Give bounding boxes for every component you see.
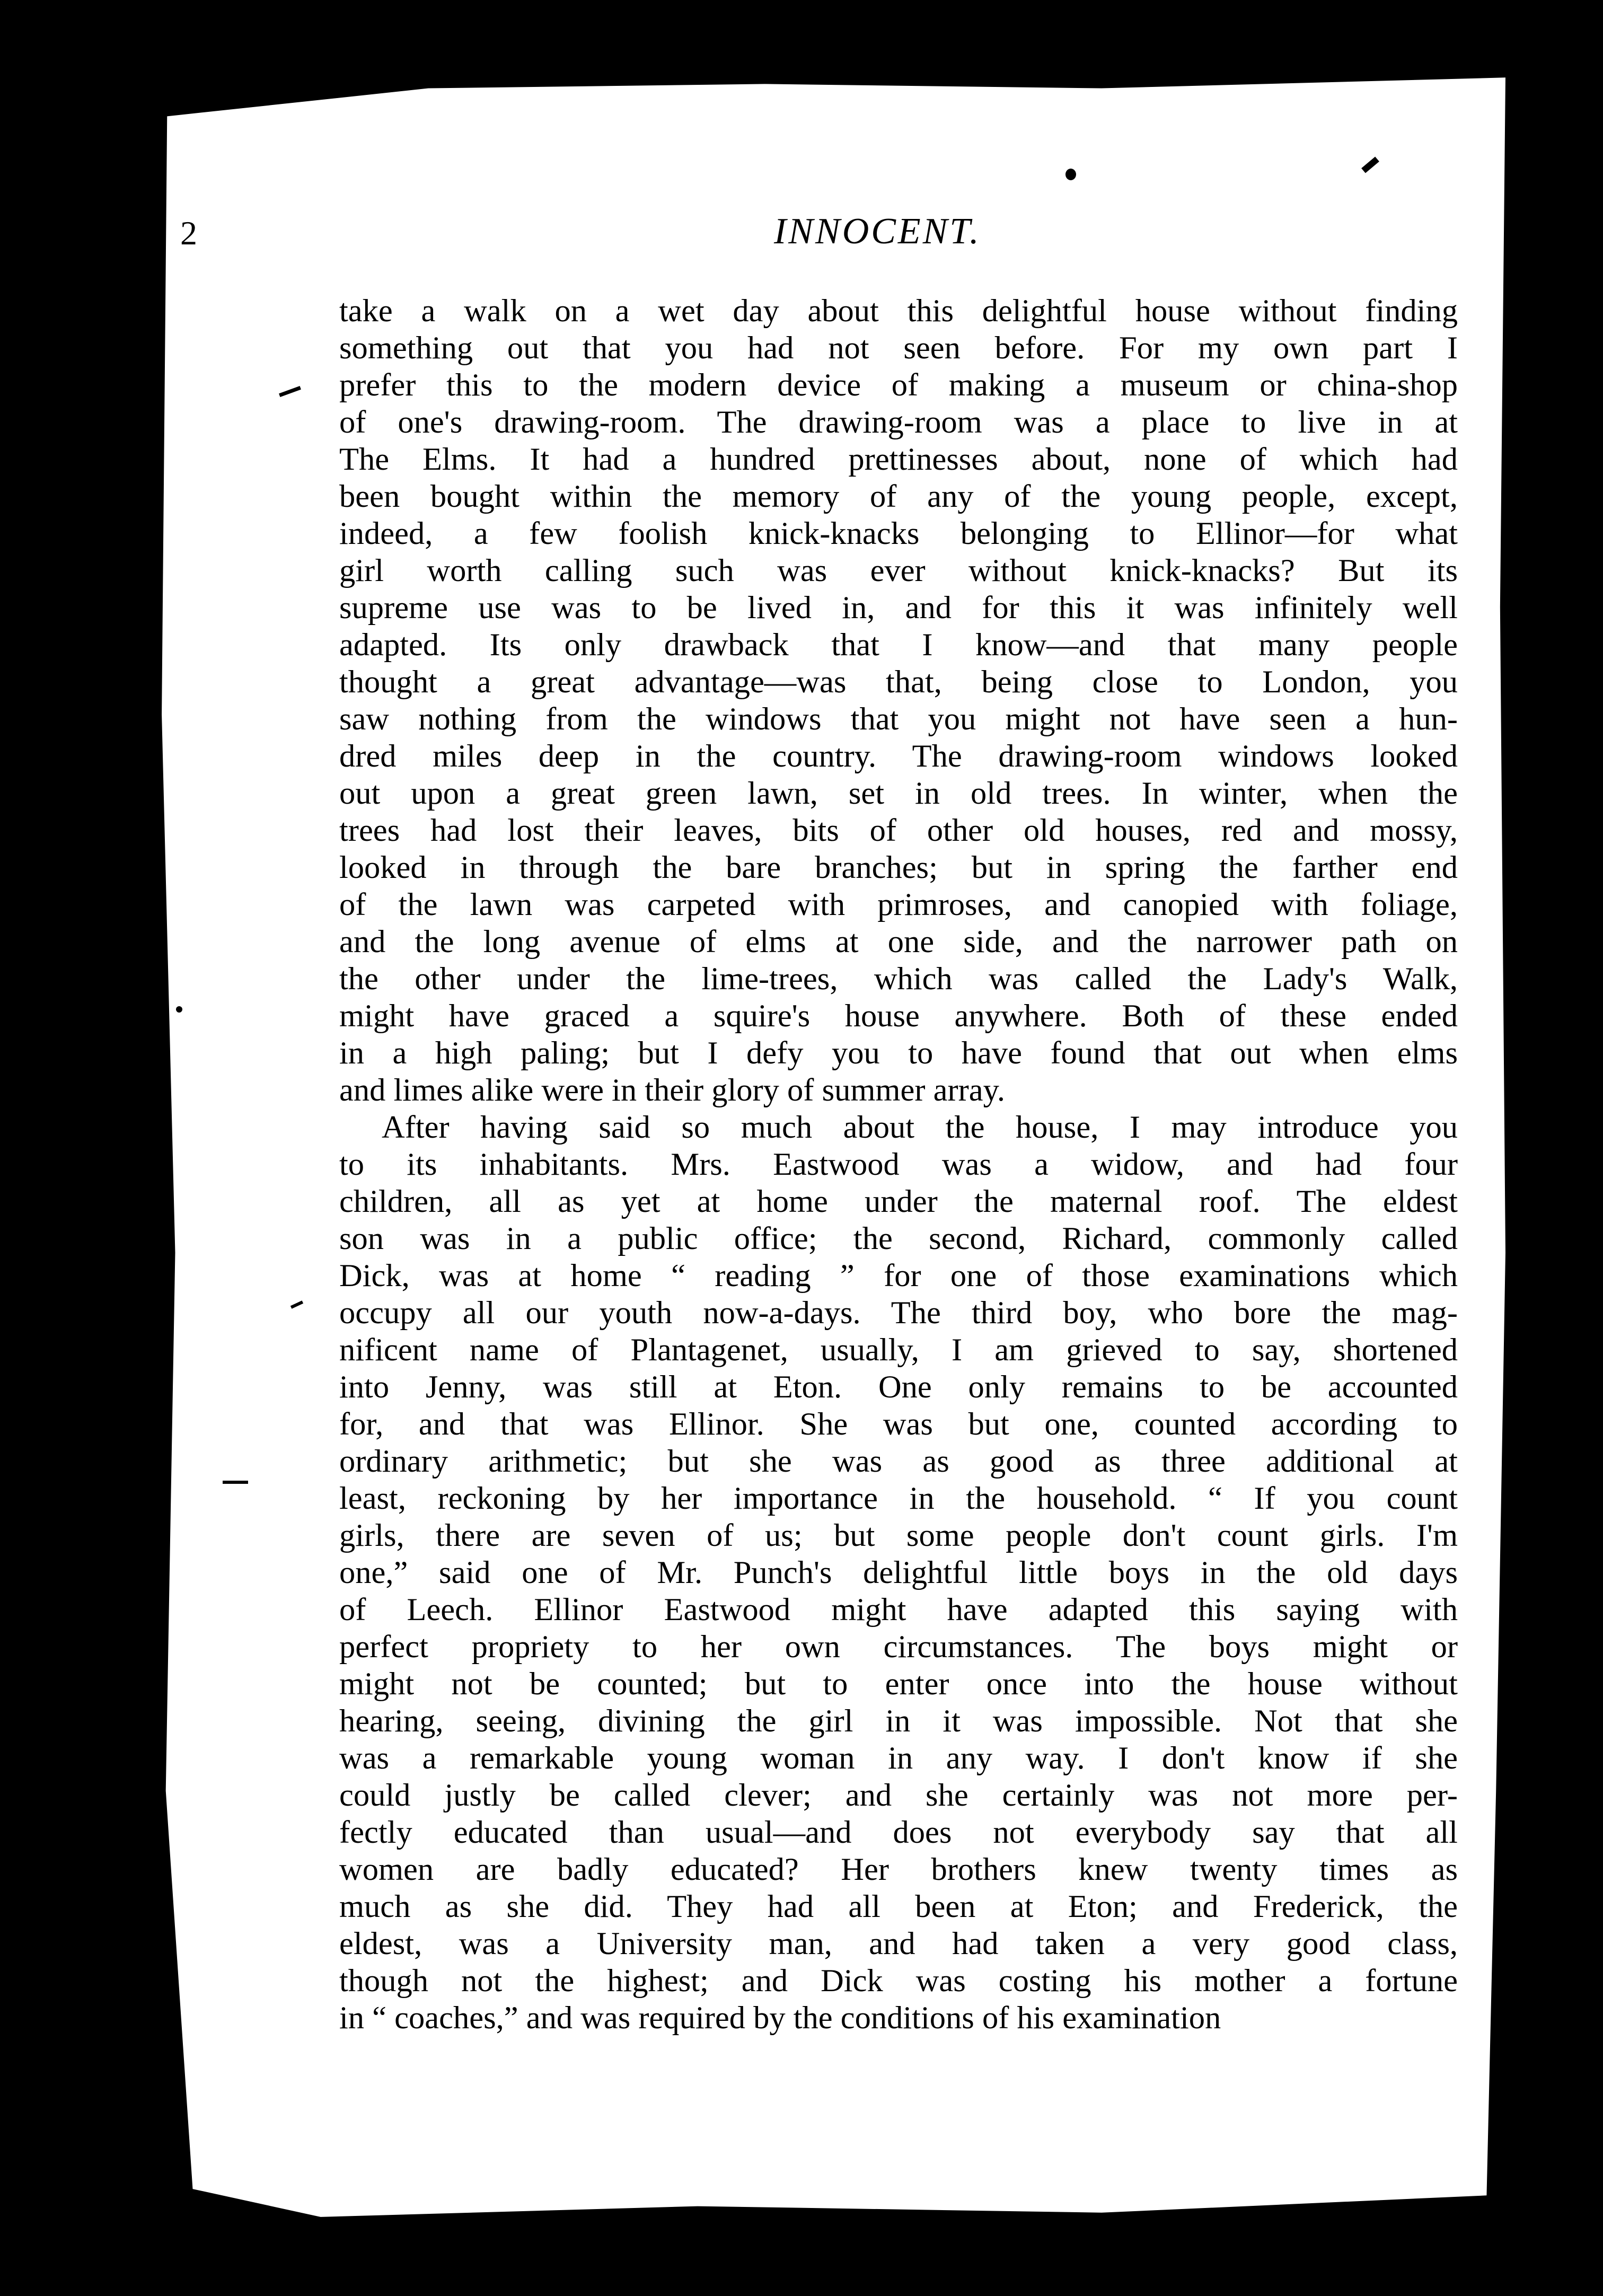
text-line: eldest, was a University man, and had taken a very good class, bbox=[339, 1926, 1458, 1961]
text-line: though not the highest; and Dick was costing his mother a fortune bbox=[339, 1963, 1458, 1999]
text-line: indeed, a few foolish knick-knacks belonging to Ellinor—for what bbox=[339, 516, 1458, 551]
text-line: The Elms. It had a hundred prettinesses about, none of which had bbox=[339, 442, 1458, 477]
text-line: in “ coaches,” and was required by the conditions of his examination bbox=[339, 2000, 1221, 2036]
text-line: ordinary arithmetic; but she was as good as three additional at bbox=[339, 1444, 1458, 1479]
text-line: children, all as yet at home under the maternal roof. The eldest bbox=[339, 1184, 1458, 1219]
text-line: occupy all our youth now-a-days. The third boy, who bore the mag- bbox=[339, 1295, 1458, 1331]
text-line: and limes alike were in their glory of summer array. bbox=[339, 1072, 1006, 1108]
text-line: fectly educated than usual—and does not everybody say that all bbox=[339, 1815, 1458, 1850]
text-line: was a remarkable young woman in any way. I don't know if she bbox=[339, 1740, 1458, 1776]
text-line: After having said so much about the house, I may introduce you bbox=[382, 1110, 1458, 1145]
text-line: something out that you had not seen before. For my own part I bbox=[339, 330, 1458, 366]
text-line: girl worth calling such was ever without knick-knacks? But its bbox=[339, 553, 1458, 588]
text-line: looked in through the bare branches; but in spring the farther end bbox=[339, 850, 1458, 885]
scan-speck bbox=[1065, 169, 1076, 180]
scan-speck bbox=[176, 1006, 182, 1013]
body-text bbox=[339, 293, 1458, 2037]
text-line: might have graced a squire's house anywhere. Both of these ended bbox=[339, 998, 1458, 1034]
text-line: trees had lost their leaves, bits of other old houses, red and mossy, bbox=[339, 813, 1458, 848]
text-line: adapted. Its only drawback that I know—and that many people bbox=[339, 627, 1458, 663]
text-line: dred miles deep in the country. The drawing-room windows looked bbox=[339, 738, 1458, 774]
text-line: been bought within the memory of any of the young people, except, bbox=[339, 479, 1458, 514]
text-line: of Leech. Ellinor Eastwood might have adapted this saying with bbox=[339, 1592, 1458, 1628]
text-line: of the lawn was carpeted with primroses, and canopied with foliage, bbox=[339, 887, 1458, 922]
text-line: and the long avenue of elms at one side, and the narrower path on bbox=[339, 924, 1458, 960]
text-line: women are badly educated? Her brothers knew twenty times as bbox=[339, 1852, 1458, 1887]
text-line: perfect propriety to her own circumstances. The boys might or bbox=[339, 1629, 1458, 1665]
page-number: 2 bbox=[180, 214, 197, 252]
text-line: might not be counted; but to enter once into the house without bbox=[339, 1666, 1458, 1702]
text-line: thought a great advantage—was that, being close to London, you bbox=[339, 664, 1458, 700]
scan-speck bbox=[1495, 2066, 1500, 2072]
text-line: son was in a public office; the second, Richard, commonly called bbox=[339, 1221, 1458, 1256]
text-line: the other under the lime-trees, which was called the Lady's Walk, bbox=[339, 961, 1458, 997]
running-head: INNOCENT. bbox=[774, 211, 981, 252]
text-line: much as she did. They had all been at Eton; and Frederick, the bbox=[339, 1889, 1458, 1924]
text-line: of one's drawing-room. The drawing-room was a place to live in at bbox=[339, 404, 1458, 440]
text-line: one,” said one of Mr. Punch's delightful little boys in the old days bbox=[339, 1555, 1458, 1590]
scan-speck bbox=[482, 64, 491, 72]
text-line: into Jenny, was still at Eton. One only remains to be accounted bbox=[339, 1369, 1458, 1405]
scan-mark bbox=[223, 1481, 248, 1484]
text-line: prefer this to the modern device of making a museum or china-shop bbox=[339, 367, 1458, 403]
text-line: could justly be called clever; and she certainly was not more per- bbox=[339, 1778, 1458, 1813]
text-line: supreme use was to be lived in, and for this it was infinitely well bbox=[339, 590, 1458, 626]
text-line: girls, there are seven of us; but some people don't count girls. I'm bbox=[339, 1518, 1458, 1553]
text-line: out upon a great green lawn, set in old trees. In winter, when the bbox=[339, 776, 1458, 811]
text-line: take a walk on a wet day about this delightful house without finding bbox=[339, 293, 1458, 329]
text-line: least, reckoning by her importance in the household. “ If you count bbox=[339, 1481, 1458, 1516]
text-line: for, and that was Ellinor. She was but one, counted according to bbox=[339, 1406, 1458, 1442]
text-line: saw nothing from the windows that you might not have seen a hun- bbox=[339, 701, 1458, 737]
text-line: Dick, was at home “ reading ” for one of those examinations which bbox=[339, 1258, 1458, 1294]
text-line: hearing, seeing, divining the girl in it was impossible. Not that she bbox=[339, 1703, 1458, 1739]
text-line: to its inhabitants. Mrs. Eastwood was a widow, and had four bbox=[339, 1147, 1458, 1182]
text-line: in a high paling; but I defy you to have found that out when elms bbox=[339, 1035, 1458, 1071]
text-line: nificent name of Plantagenet, usually, I am grieved to say, shortened bbox=[339, 1332, 1458, 1368]
